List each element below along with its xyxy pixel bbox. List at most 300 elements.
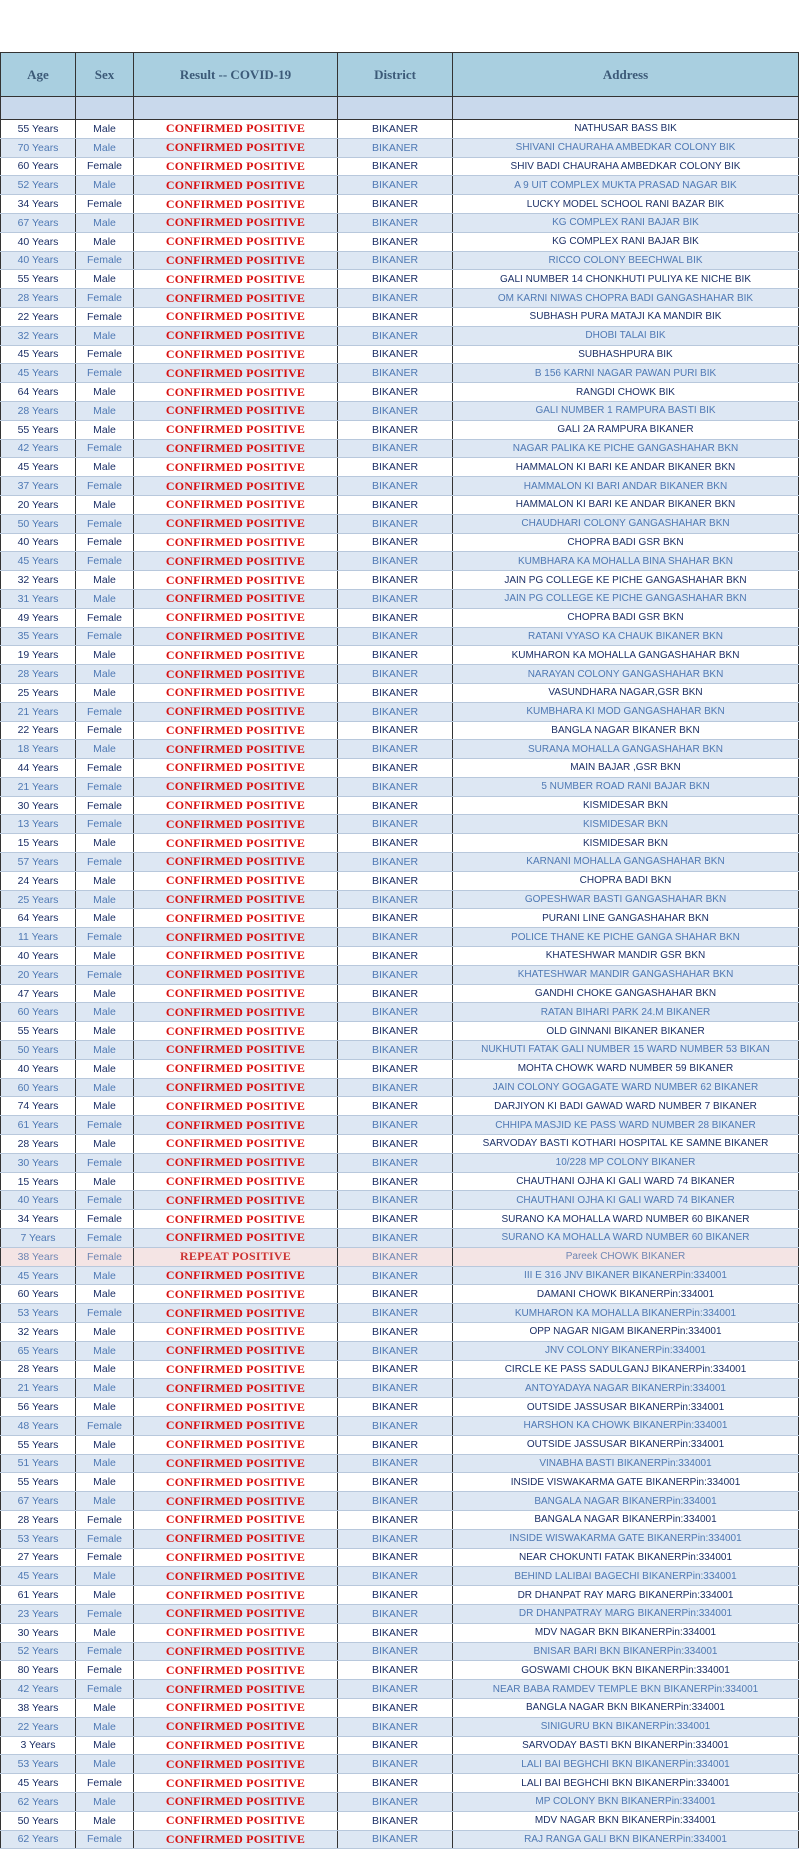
age-cell: 32 Years xyxy=(1,571,76,590)
table-row xyxy=(1,1003,799,1022)
age-cell: 62 Years xyxy=(1,1792,76,1811)
sex-cell: Female xyxy=(76,608,134,627)
address-cell: DARJIYON KI BADI GAWAD WARD NUMBER 7 BIKANER xyxy=(453,1097,799,1116)
result-cell: CONFIRMED POSITIVE xyxy=(134,1586,338,1605)
table-row xyxy=(1,176,799,195)
table-row xyxy=(1,1586,799,1605)
age-cell: 55 Years xyxy=(1,1022,76,1041)
result-cell: CONFIRMED POSITIVE xyxy=(134,890,338,909)
address-cell: ANTOYADAYA NAGAR BIKANERPin:334001 xyxy=(453,1379,799,1398)
result-cell: CONFIRMED POSITIVE xyxy=(134,1379,338,1398)
district-cell: BIKANER xyxy=(338,571,453,590)
sex-cell: Male xyxy=(76,1398,134,1417)
table-row xyxy=(1,928,799,947)
age-cell: 32 Years xyxy=(1,326,76,345)
age-cell: 50 Years xyxy=(1,1811,76,1830)
age-cell: 44 Years xyxy=(1,759,76,778)
sex-cell: Male xyxy=(76,1059,134,1078)
district-cell: BIKANER xyxy=(338,289,453,308)
address-cell: JAIN COLONY GOGAGATE WARD NUMBER 62 BIKANER xyxy=(453,1078,799,1097)
district-cell: BIKANER xyxy=(338,871,453,890)
address-cell: KHATESHWAR MANDIR GANGASHAHAR BKN xyxy=(453,965,799,984)
sex-cell: Male xyxy=(76,871,134,890)
result-cell: CONFIRMED POSITIVE xyxy=(134,195,338,214)
address-cell: LALI BAI BEGHCHI BKN BIKANERPin:334001 xyxy=(453,1774,799,1793)
table-row xyxy=(1,477,799,496)
table-row xyxy=(1,759,799,778)
district-cell: BIKANER xyxy=(338,721,453,740)
sex-cell: Female xyxy=(76,251,134,270)
sex-cell: Male xyxy=(76,1492,134,1511)
result-cell: CONFIRMED POSITIVE xyxy=(134,608,338,627)
result-cell: CONFIRMED POSITIVE xyxy=(134,909,338,928)
sex-cell: Female xyxy=(76,777,134,796)
table-row xyxy=(1,307,799,326)
address-cell: MAIN BAJAR ,GSR BKN xyxy=(453,759,799,778)
address-cell: GALI NUMBER 1 RAMPURA BASTI BIK xyxy=(453,401,799,420)
address-cell: GALI 2A RAMPURA BIKANER xyxy=(453,420,799,439)
address-cell: JAIN PG COLLEGE KE PICHE GANGASHAHAR BKN xyxy=(453,571,799,590)
sex-cell: Male xyxy=(76,1717,134,1736)
result-cell: CONFIRMED POSITIVE xyxy=(134,1153,338,1172)
result-cell: CONFIRMED POSITIVE xyxy=(134,289,338,308)
result-cell: CONFIRMED POSITIVE xyxy=(134,533,338,552)
address-cell: 10/228 MP COLONY BIKANER xyxy=(453,1153,799,1172)
result-cell: CONFIRMED POSITIVE xyxy=(134,495,338,514)
age-cell: 34 Years xyxy=(1,1210,76,1229)
table-row xyxy=(1,439,799,458)
age-cell: 49 Years xyxy=(1,608,76,627)
district-cell: BIKANER xyxy=(338,1774,453,1793)
age-cell: 74 Years xyxy=(1,1097,76,1116)
address-cell: KISMIDESAR BKN xyxy=(453,815,799,834)
age-cell: 22 Years xyxy=(1,721,76,740)
age-cell: 15 Years xyxy=(1,834,76,853)
result-cell: CONFIRMED POSITIVE xyxy=(134,1041,338,1060)
sex-cell: Female xyxy=(76,552,134,571)
header-district: District xyxy=(338,53,453,97)
age-cell: 21 Years xyxy=(1,702,76,721)
result-cell: CONFIRMED POSITIVE xyxy=(134,345,338,364)
age-cell: 55 Years xyxy=(1,270,76,289)
age-cell: 45 Years xyxy=(1,1774,76,1793)
result-cell: CONFIRMED POSITIVE xyxy=(134,627,338,646)
age-cell: 60 Years xyxy=(1,1003,76,1022)
address-cell: RANGDI CHOWK BIK xyxy=(453,383,799,402)
address-cell: HARSHON KA CHOWK BIKANERPin:334001 xyxy=(453,1416,799,1435)
table-row xyxy=(1,1229,799,1248)
table-row xyxy=(1,157,799,176)
sex-cell: Male xyxy=(76,232,134,251)
age-cell: 28 Years xyxy=(1,289,76,308)
table-row xyxy=(1,1717,799,1736)
sex-cell: Female xyxy=(76,1116,134,1135)
sex-cell: Male xyxy=(76,1172,134,1191)
district-cell: BIKANER xyxy=(338,1191,453,1210)
table-row xyxy=(1,1247,799,1266)
district-cell: BIKANER xyxy=(338,1041,453,1060)
result-cell: CONFIRMED POSITIVE xyxy=(134,1003,338,1022)
district-cell: BIKANER xyxy=(338,1003,453,1022)
age-cell: 62 Years xyxy=(1,1830,76,1849)
district-cell: BIKANER xyxy=(338,1416,453,1435)
age-cell: 45 Years xyxy=(1,364,76,383)
result-cell: CONFIRMED POSITIVE xyxy=(134,740,338,759)
address-cell: GANDHI CHOKE GANGASHAHAR BKN xyxy=(453,984,799,1003)
table-row xyxy=(1,1097,799,1116)
result-cell: CONFIRMED POSITIVE xyxy=(134,270,338,289)
result-cell: CONFIRMED POSITIVE xyxy=(134,1811,338,1830)
age-cell: 28 Years xyxy=(1,665,76,684)
age-cell: 60 Years xyxy=(1,157,76,176)
district-cell: BIKANER xyxy=(338,533,453,552)
age-cell: 22 Years xyxy=(1,307,76,326)
age-cell: 53 Years xyxy=(1,1755,76,1774)
sex-cell: Male xyxy=(76,1341,134,1360)
result-cell: CONFIRMED POSITIVE xyxy=(134,120,338,139)
age-cell: 40 Years xyxy=(1,232,76,251)
sex-cell: Female xyxy=(76,439,134,458)
sex-cell: Male xyxy=(76,646,134,665)
result-cell: CONFIRMED POSITIVE xyxy=(134,571,338,590)
district-cell: BIKANER xyxy=(338,401,453,420)
district-cell: BIKANER xyxy=(338,477,453,496)
result-cell: CONFIRMED POSITIVE xyxy=(134,326,338,345)
result-cell: CONFIRMED POSITIVE xyxy=(134,439,338,458)
result-cell: CONFIRMED POSITIVE xyxy=(134,1774,338,1793)
district-cell: BIKANER xyxy=(338,1172,453,1191)
address-cell: III E 316 JNV BIKANER BIKANERPin:334001 xyxy=(453,1266,799,1285)
table-row xyxy=(1,984,799,1003)
result-cell: CONFIRMED POSITIVE xyxy=(134,1323,338,1342)
address-cell: HAMMALON KI BARI KE ANDAR BIKANER BKN xyxy=(453,458,799,477)
district-cell: BIKANER xyxy=(338,683,453,702)
age-cell: 25 Years xyxy=(1,683,76,702)
result-cell: CONFIRMED POSITIVE xyxy=(134,1661,338,1680)
table-row xyxy=(1,853,799,872)
result-cell: CONFIRMED POSITIVE xyxy=(134,702,338,721)
sex-cell: Female xyxy=(76,533,134,552)
table-row xyxy=(1,1736,799,1755)
district-cell: BIKANER xyxy=(338,176,453,195)
district-cell: BIKANER xyxy=(338,928,453,947)
sex-cell: Male xyxy=(76,1698,134,1717)
district-cell: BIKANER xyxy=(338,1755,453,1774)
age-cell: 52 Years xyxy=(1,1642,76,1661)
table-row xyxy=(1,1323,799,1342)
district-cell: BIKANER xyxy=(338,1379,453,1398)
district-cell: BIKANER xyxy=(338,1323,453,1342)
blank-cell xyxy=(134,97,338,120)
result-cell: CONFIRMED POSITIVE xyxy=(134,1416,338,1435)
district-cell: BIKANER xyxy=(338,1830,453,1849)
result-cell: CONFIRMED POSITIVE xyxy=(134,1736,338,1755)
result-cell: CONFIRMED POSITIVE xyxy=(134,1229,338,1248)
district-cell: BIKANER xyxy=(338,1548,453,1567)
address-cell: MP COLONY BKN BIKANERPin:334001 xyxy=(453,1792,799,1811)
result-cell: CONFIRMED POSITIVE xyxy=(134,1755,338,1774)
district-cell: BIKANER xyxy=(338,213,453,232)
district-cell: BIKANER xyxy=(338,759,453,778)
district-cell: BIKANER xyxy=(338,665,453,684)
sex-cell: Male xyxy=(76,495,134,514)
age-cell: 56 Years xyxy=(1,1398,76,1417)
sex-cell: Male xyxy=(76,909,134,928)
address-cell: LUCKY MODEL SCHOOL RANI BAZAR BIK xyxy=(453,195,799,214)
age-cell: 28 Years xyxy=(1,401,76,420)
address-cell: KUMHARON KA MOHALLA BIKANERPin:334001 xyxy=(453,1304,799,1323)
result-cell: CONFIRMED POSITIVE xyxy=(134,1529,338,1548)
district-cell: BIKANER xyxy=(338,1454,453,1473)
table-row xyxy=(1,1360,799,1379)
age-cell: 23 Years xyxy=(1,1604,76,1623)
result-cell: CONFIRMED POSITIVE xyxy=(134,646,338,665)
age-cell: 13 Years xyxy=(1,815,76,834)
blank-cell xyxy=(76,97,134,120)
sex-cell: Male xyxy=(76,1473,134,1492)
district-cell: BIKANER xyxy=(338,702,453,721)
result-cell: CONFIRMED POSITIVE xyxy=(134,984,338,1003)
address-cell: SARVODAY BASTI KOTHARI HOSPITAL KE SAMNE BIKANER xyxy=(453,1135,799,1154)
sex-cell: Female xyxy=(76,965,134,984)
district-cell: BIKANER xyxy=(338,1285,453,1304)
sex-cell: Female xyxy=(76,1153,134,1172)
result-cell: CONFIRMED POSITIVE xyxy=(134,1116,338,1135)
age-cell: 55 Years xyxy=(1,1435,76,1454)
district-cell: BIKANER xyxy=(338,1247,453,1266)
address-cell: HAMMALON KI BARI KE ANDAR BIKANER BKN xyxy=(453,495,799,514)
sex-cell: Male xyxy=(76,665,134,684)
table-row xyxy=(1,514,799,533)
table-row xyxy=(1,965,799,984)
district-cell: BIKANER xyxy=(338,383,453,402)
district-cell: BIKANER xyxy=(338,420,453,439)
age-cell: 30 Years xyxy=(1,1623,76,1642)
result-cell: CONFIRMED POSITIVE xyxy=(134,138,338,157)
age-cell: 45 Years xyxy=(1,458,76,477)
address-cell: KUMBHARA KA MOHALLA BINA SHAHAR BKN xyxy=(453,552,799,571)
table-row xyxy=(1,1492,799,1511)
address-cell: BANGALA NAGAR BIKANERPin:334001 xyxy=(453,1510,799,1529)
age-cell: 35 Years xyxy=(1,627,76,646)
address-cell: OUTSIDE JASSUSAR BIKANERPin:334001 xyxy=(453,1398,799,1417)
result-cell: CONFIRMED POSITIVE xyxy=(134,1398,338,1417)
address-cell: INSIDE VISWAKARMA GATE BIKANERPin:334001 xyxy=(453,1473,799,1492)
table-row xyxy=(1,1078,799,1097)
age-cell: 80 Years xyxy=(1,1661,76,1680)
table-row xyxy=(1,1435,799,1454)
sex-cell: Male xyxy=(76,1078,134,1097)
district-cell: BIKANER xyxy=(338,965,453,984)
address-cell: BANGLA NAGAR BIKANER BKN xyxy=(453,721,799,740)
district-cell: BIKANER xyxy=(338,1604,453,1623)
sex-cell: Male xyxy=(76,138,134,157)
address-cell: MDV NAGAR BKN BIKANERPin:334001 xyxy=(453,1623,799,1642)
sex-cell: Female xyxy=(76,1661,134,1680)
district-cell: BIKANER xyxy=(338,232,453,251)
result-cell: CONFIRMED POSITIVE xyxy=(134,1548,338,1567)
district-cell: BIKANER xyxy=(338,947,453,966)
district-cell: BIKANER xyxy=(338,157,453,176)
age-cell: 24 Years xyxy=(1,871,76,890)
header-result: Result -- COVID-19 xyxy=(134,53,338,97)
sex-cell: Male xyxy=(76,1003,134,1022)
sex-cell: Female xyxy=(76,853,134,872)
sex-cell: Female xyxy=(76,796,134,815)
district-cell: BIKANER xyxy=(338,1529,453,1548)
address-cell: BANGALA NAGAR BIKANERPin:334001 xyxy=(453,1492,799,1511)
address-cell: SARVODAY BASTI BKN BIKANERPin:334001 xyxy=(453,1736,799,1755)
table-row xyxy=(1,1153,799,1172)
address-cell: GALI NUMBER 14 CHONKHUTI PULIYA KE NICHE BIK xyxy=(453,270,799,289)
address-cell: MOHTA CHOWK WARD NUMBER 59 BIKANER xyxy=(453,1059,799,1078)
table-row xyxy=(1,909,799,928)
district-cell: BIKANER xyxy=(338,552,453,571)
table-row xyxy=(1,420,799,439)
sex-cell: Male xyxy=(76,176,134,195)
address-cell: VINABHA BASTI BIKANERPin:334001 xyxy=(453,1454,799,1473)
age-cell: 31 Years xyxy=(1,589,76,608)
age-cell: 37 Years xyxy=(1,477,76,496)
age-cell: 22 Years xyxy=(1,1717,76,1736)
blank-cell xyxy=(338,97,453,120)
address-cell: NATHUSAR BASS BIK xyxy=(453,120,799,139)
district-cell: BIKANER xyxy=(338,589,453,608)
table-row xyxy=(1,401,799,420)
district-cell: BIKANER xyxy=(338,1623,453,1642)
sex-cell: Male xyxy=(76,1097,134,1116)
district-cell: BIKANER xyxy=(338,984,453,1003)
result-cell: CONFIRMED POSITIVE xyxy=(134,815,338,834)
address-cell: CHAUTHANI OJHA KI GALI WARD 74 BIKANER xyxy=(453,1191,799,1210)
sex-cell: Male xyxy=(76,1285,134,1304)
result-cell: CONFIRMED POSITIVE xyxy=(134,947,338,966)
table-row xyxy=(1,364,799,383)
address-cell: HAMMALON KI BARI ANDAR BIKANER BKN xyxy=(453,477,799,496)
address-cell: SINIGURU BKN BIKANERPin:334001 xyxy=(453,1717,799,1736)
result-cell: CONFIRMED POSITIVE xyxy=(134,1492,338,1511)
address-cell: LALI BAI BEGHCHI BKN BIKANERPin:334001 xyxy=(453,1755,799,1774)
district-cell: BIKANER xyxy=(338,1360,453,1379)
address-cell: PURANI LINE GANGASHAHAR BKN xyxy=(453,909,799,928)
table-row xyxy=(1,1379,799,1398)
result-cell: CONFIRMED POSITIVE xyxy=(134,477,338,496)
table-row xyxy=(1,213,799,232)
table-row xyxy=(1,721,799,740)
district-cell: BIKANER xyxy=(338,1717,453,1736)
result-cell: CONFIRMED POSITIVE xyxy=(134,853,338,872)
sex-cell: Male xyxy=(76,401,134,420)
sex-cell: Male xyxy=(76,1041,134,1060)
table-row xyxy=(1,495,799,514)
table-row xyxy=(1,1529,799,1548)
table-row xyxy=(1,1473,799,1492)
sex-cell: Female xyxy=(76,1604,134,1623)
district-cell: BIKANER xyxy=(338,1229,453,1248)
table-row xyxy=(1,1642,799,1661)
result-cell: CONFIRMED POSITIVE xyxy=(134,589,338,608)
result-cell: CONFIRMED POSITIVE xyxy=(134,383,338,402)
address-cell: A 9 UIT COMPLEX MUKTA PRASAD NAGAR BIK xyxy=(453,176,799,195)
table-row xyxy=(1,890,799,909)
result-cell: CONFIRMED POSITIVE xyxy=(134,665,338,684)
address-cell: SUBHASHPURA BIK xyxy=(453,345,799,364)
age-cell: 38 Years xyxy=(1,1698,76,1717)
sex-cell: Male xyxy=(76,740,134,759)
table-row xyxy=(1,1811,799,1830)
district-cell: BIKANER xyxy=(338,1567,453,1586)
age-cell: 42 Years xyxy=(1,1680,76,1699)
age-cell: 40 Years xyxy=(1,533,76,552)
table-row xyxy=(1,458,799,477)
district-cell: BIKANER xyxy=(338,270,453,289)
age-cell: 11 Years xyxy=(1,928,76,947)
age-cell: 28 Years xyxy=(1,1510,76,1529)
table-row xyxy=(1,571,799,590)
table-row xyxy=(1,1285,799,1304)
age-cell: 7 Years xyxy=(1,1229,76,1248)
result-cell: CONFIRMED POSITIVE xyxy=(134,1435,338,1454)
table-row xyxy=(1,533,799,552)
district-cell: BIKANER xyxy=(338,853,453,872)
district-cell: BIKANER xyxy=(338,1510,453,1529)
table-row xyxy=(1,947,799,966)
district-cell: BIKANER xyxy=(338,345,453,364)
district-cell: BIKANER xyxy=(338,1811,453,1830)
age-cell: 50 Years xyxy=(1,514,76,533)
sex-cell: Male xyxy=(76,834,134,853)
address-cell: RATANI VYASO KA CHAUK BIKANER BKN xyxy=(453,627,799,646)
result-cell: CONFIRMED POSITIVE xyxy=(134,1135,338,1154)
sex-cell: Male xyxy=(76,1266,134,1285)
age-cell: 60 Years xyxy=(1,1078,76,1097)
result-cell: CONFIRMED POSITIVE xyxy=(134,307,338,326)
result-cell: CONFIRMED POSITIVE xyxy=(134,364,338,383)
sex-cell: Male xyxy=(76,1755,134,1774)
table-row xyxy=(1,1548,799,1567)
result-cell: CONFIRMED POSITIVE xyxy=(134,721,338,740)
blank-row xyxy=(1,97,799,120)
sex-cell: Male xyxy=(76,383,134,402)
table-row xyxy=(1,1210,799,1229)
address-cell: INSIDE WISWAKARMA GATE BIKANERPin:334001 xyxy=(453,1529,799,1548)
address-cell: OPP NAGAR NIGAM BIKANERPin:334001 xyxy=(453,1323,799,1342)
sex-cell: Female xyxy=(76,477,134,496)
result-cell: CONFIRMED POSITIVE xyxy=(134,1022,338,1041)
district-cell: BIKANER xyxy=(338,1153,453,1172)
sex-cell: Female xyxy=(76,345,134,364)
table-row xyxy=(1,1304,799,1323)
table-row xyxy=(1,195,799,214)
age-cell: 40 Years xyxy=(1,947,76,966)
district-cell: BIKANER xyxy=(338,1398,453,1417)
sex-cell: Male xyxy=(76,1135,134,1154)
age-cell: 48 Years xyxy=(1,1416,76,1435)
address-cell: RATAN BIHARI PARK 24.M BIKANER xyxy=(453,1003,799,1022)
result-cell: CONFIRMED POSITIVE xyxy=(134,759,338,778)
table-row xyxy=(1,589,799,608)
sex-cell: Male xyxy=(76,984,134,1003)
result-cell: CONFIRMED POSITIVE xyxy=(134,1623,338,1642)
table-row xyxy=(1,1774,799,1793)
age-cell: 34 Years xyxy=(1,195,76,214)
district-cell: BIKANER xyxy=(338,120,453,139)
table-row xyxy=(1,138,799,157)
result-cell: CONFIRMED POSITIVE xyxy=(134,213,338,232)
address-cell: OLD GINNANI BIKANER BIKANER xyxy=(453,1022,799,1041)
age-cell: 45 Years xyxy=(1,1266,76,1285)
address-cell: CHOPRA BADI BKN xyxy=(453,871,799,890)
